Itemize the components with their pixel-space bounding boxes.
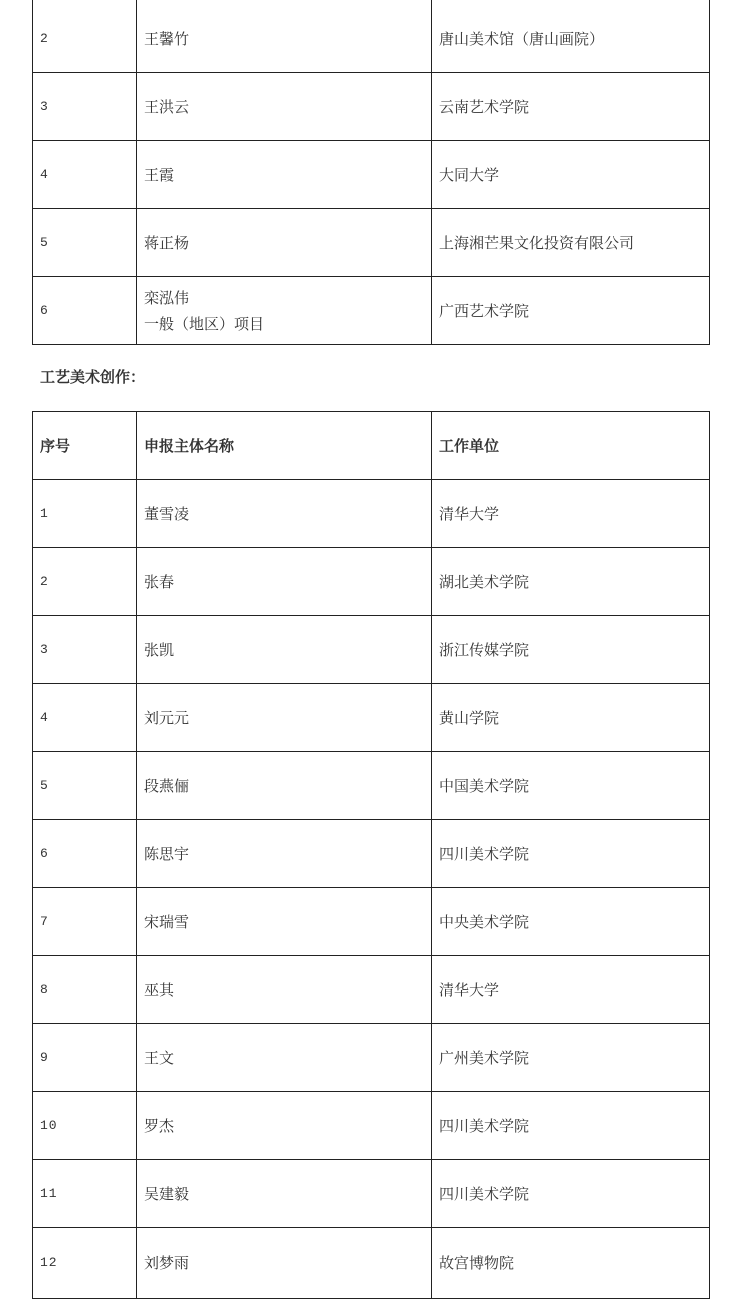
work-unit: 清华大学 bbox=[432, 956, 710, 1024]
row-number: 5 bbox=[33, 209, 137, 277]
work-unit: 四川美术学院 bbox=[432, 820, 710, 888]
row-number: 4 bbox=[33, 684, 137, 752]
table-row bbox=[33, 141, 710, 209]
applicant-name: 王馨竹 bbox=[137, 0, 432, 73]
work-unit: 四川美术学院 bbox=[432, 1160, 710, 1228]
row-number: 4 bbox=[33, 141, 137, 209]
applicant-name: 宋瑞雪 bbox=[137, 888, 432, 956]
table-row bbox=[33, 1228, 710, 1299]
applicant-name: 罗杰 bbox=[137, 1092, 432, 1160]
applicant-name: 王文 bbox=[137, 1024, 432, 1092]
row-number: 12 bbox=[33, 1228, 137, 1299]
row-number: 8 bbox=[33, 956, 137, 1024]
table-row bbox=[33, 684, 710, 752]
applicant-name: 吴建毅 bbox=[137, 1160, 432, 1228]
work-unit: 广西艺术学院 bbox=[432, 277, 710, 345]
applicant-name: 张春 bbox=[137, 548, 432, 616]
applicant-name: 董雪凌 bbox=[137, 480, 432, 548]
table-row bbox=[33, 752, 710, 820]
table-row bbox=[33, 548, 710, 616]
row-number: 1 bbox=[33, 480, 137, 548]
applicant-name: 刘梦雨 bbox=[137, 1228, 432, 1299]
work-unit: 湖北美术学院 bbox=[432, 548, 710, 616]
row-number: 9 bbox=[33, 1024, 137, 1092]
table-row bbox=[33, 820, 710, 888]
table-row bbox=[33, 209, 710, 277]
row-number: 6 bbox=[33, 820, 137, 888]
work-unit: 中央美术学院 bbox=[432, 888, 710, 956]
row-number: 7 bbox=[33, 888, 137, 956]
applicant-name: 栾泓伟 bbox=[144, 288, 190, 307]
work-unit: 浙江传媒学院 bbox=[432, 616, 710, 684]
award-table-continued bbox=[32, 0, 710, 345]
work-unit: 故宫博物院 bbox=[432, 1228, 710, 1299]
table-row bbox=[33, 616, 710, 684]
row-number: 3 bbox=[33, 616, 137, 684]
table-header-row bbox=[33, 412, 710, 480]
table-row bbox=[33, 1024, 710, 1092]
applicant-name-cell bbox=[137, 277, 432, 345]
table-row bbox=[33, 1092, 710, 1160]
table-row bbox=[33, 1160, 710, 1228]
applicant-name: 蒋正杨 bbox=[137, 209, 432, 277]
table-row bbox=[33, 73, 710, 141]
work-unit: 云南艺术学院 bbox=[432, 73, 710, 141]
column-header-number: 序号 bbox=[33, 412, 137, 480]
applicant-name: 巫其 bbox=[137, 956, 432, 1024]
work-unit: 大同大学 bbox=[432, 141, 710, 209]
work-unit: 唐山美术馆（唐山画院） bbox=[432, 0, 710, 73]
column-header-name: 申报主体名称 bbox=[137, 412, 432, 480]
work-unit: 中国美术学院 bbox=[432, 752, 710, 820]
row-number: 2 bbox=[33, 0, 137, 73]
applicant-name: 张凯 bbox=[137, 616, 432, 684]
table-row bbox=[33, 956, 710, 1024]
work-unit: 黄山学院 bbox=[432, 684, 710, 752]
table-row bbox=[33, 888, 710, 956]
applicant-name: 刘元元 bbox=[137, 684, 432, 752]
applicant-name: 王洪云 bbox=[137, 73, 432, 141]
row-number: 3 bbox=[33, 73, 137, 141]
column-header-unit: 工作单位 bbox=[432, 412, 710, 480]
table-row bbox=[33, 480, 710, 548]
row-number: 6 bbox=[33, 277, 137, 345]
applicant-name: 陈思宇 bbox=[137, 820, 432, 888]
work-unit: 四川美术学院 bbox=[432, 1092, 710, 1160]
applicant-name: 段燕俪 bbox=[137, 752, 432, 820]
row-number: 11 bbox=[33, 1160, 137, 1228]
work-unit: 上海湘芒果文化投资有限公司 bbox=[432, 209, 710, 277]
row-number: 2 bbox=[33, 548, 137, 616]
work-unit: 广州美术学院 bbox=[432, 1024, 710, 1092]
section-heading: 工艺美术创作： bbox=[40, 368, 146, 386]
table-row bbox=[33, 277, 710, 345]
category-label: 一般（地区）项目 bbox=[144, 314, 265, 333]
work-unit: 清华大学 bbox=[432, 480, 710, 548]
craft-art-table bbox=[32, 411, 710, 1299]
applicant-name: 王霞 bbox=[137, 141, 432, 209]
table-row bbox=[33, 0, 710, 73]
row-number: 5 bbox=[33, 752, 137, 820]
row-number: 10 bbox=[33, 1092, 137, 1160]
